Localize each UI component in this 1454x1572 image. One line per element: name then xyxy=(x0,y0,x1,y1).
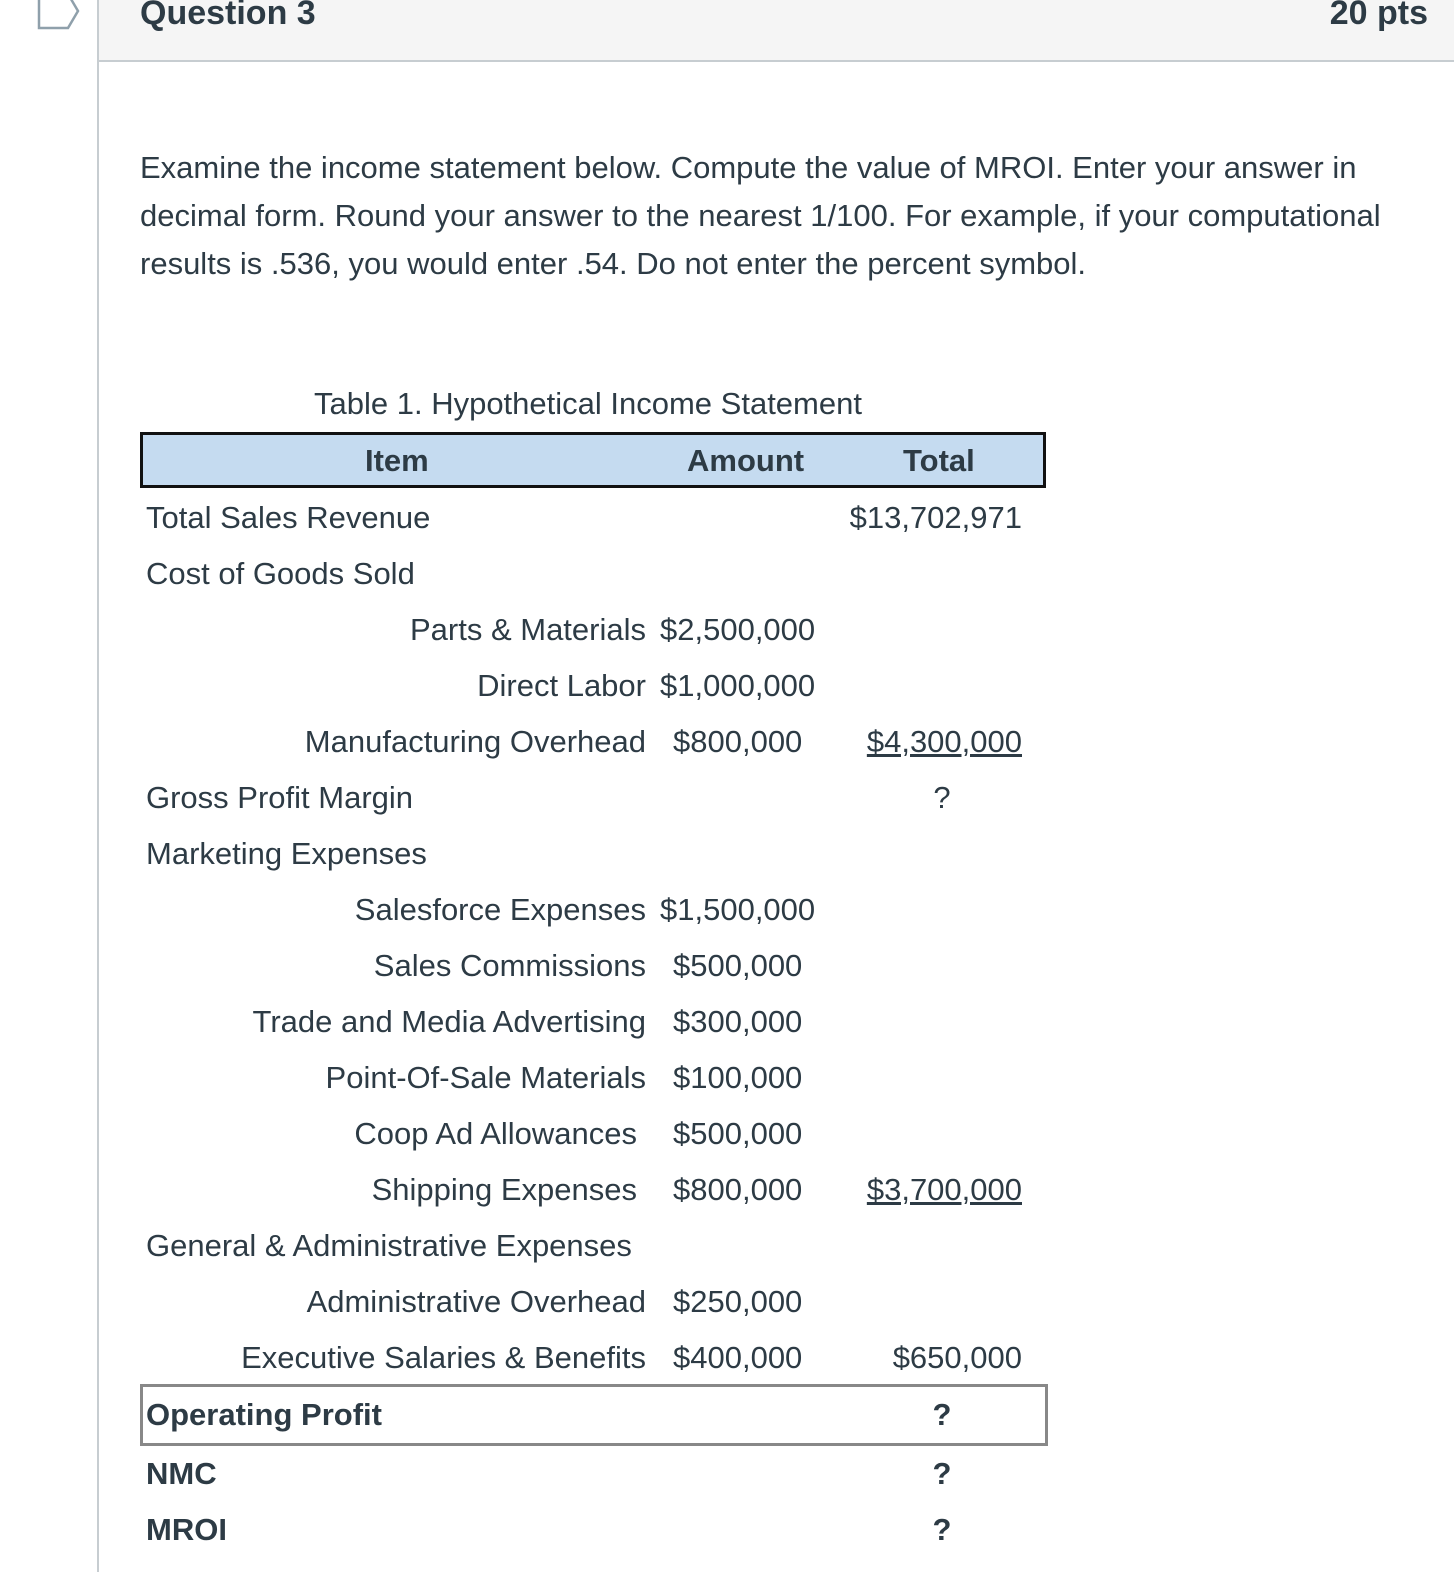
row-total: $650,000 xyxy=(892,1340,1022,1375)
row-subitem: Sales Commissions xyxy=(373,948,646,983)
row-subitem: Trade and Media Advertising xyxy=(252,1004,646,1039)
row-total: $4,300,000 xyxy=(866,724,1022,759)
row-item: Marketing Expenses xyxy=(146,836,427,871)
table-caption: Table 1. Hypothetical Income Statement xyxy=(314,386,862,421)
row-amount: $2,500,000 xyxy=(660,612,816,647)
flag-question-icon[interactable] xyxy=(36,0,80,30)
question-header xyxy=(99,0,1454,62)
row-amount: $300,000 xyxy=(673,1004,803,1039)
question-container xyxy=(97,0,1454,1572)
row-amount: $1,500,000 xyxy=(660,892,816,927)
row-item: NMC xyxy=(146,1456,217,1491)
table-row xyxy=(140,602,1046,658)
row-amount: $800,000 xyxy=(673,1172,803,1207)
table-row xyxy=(140,1162,1046,1218)
question-points: 20 pts xyxy=(1329,0,1428,32)
row-total: ? xyxy=(932,1512,952,1547)
table-row xyxy=(140,1106,1046,1162)
row-item: Gross Profit Margin xyxy=(146,780,414,815)
row-amount: $800,000 xyxy=(673,724,803,759)
header-amount: Amount xyxy=(687,443,805,478)
table-row xyxy=(140,1050,1046,1106)
row-item: Total Sales Revenue xyxy=(146,500,431,535)
header-total: Total xyxy=(903,443,975,478)
row-subitem: Parts & Materials xyxy=(409,612,646,647)
row-item: Operating Profit xyxy=(146,1397,382,1432)
table-row xyxy=(140,938,1046,994)
question-prompt: Examine the income statement below. Compute the value of MROI. Enter your answer in decimal form. Round your answer to the nearest 1/100. For example, if your computational results is .536, you would enter .54. Do not enter the percent symbol. xyxy=(140,150,1381,281)
row-subitem: Point-Of-Sale Materials xyxy=(325,1060,646,1095)
question-title: Question 3 xyxy=(140,0,316,32)
header-item: Item xyxy=(365,443,429,478)
row-subitem: Direct Labor xyxy=(477,668,646,703)
table-row xyxy=(140,714,1046,770)
table-header-row xyxy=(140,432,1046,488)
row-total: $3,700,000 xyxy=(866,1172,1022,1207)
row-item: Cost of Goods Sold xyxy=(146,556,415,591)
row-total: ? xyxy=(932,1397,952,1432)
row-subitem: Executive Salaries & Benefits xyxy=(241,1340,646,1375)
table-row xyxy=(140,658,1046,714)
table-row xyxy=(140,882,1046,938)
table-row xyxy=(140,1387,1046,1443)
table-row xyxy=(140,1330,1046,1386)
row-amount: $500,000 xyxy=(673,1116,803,1151)
row-amount: $250,000 xyxy=(673,1284,803,1319)
row-subitem: Administrative Overhead xyxy=(306,1284,646,1319)
table-row xyxy=(140,770,1046,826)
table-row xyxy=(140,826,1046,882)
row-total: $13,702,971 xyxy=(849,500,1022,535)
row-item: MROI xyxy=(146,1512,227,1547)
row-total: ? xyxy=(933,780,951,815)
table-row xyxy=(140,1502,1046,1558)
row-subitem: Manufacturing Overhead xyxy=(304,724,646,759)
row-amount: $500,000 xyxy=(673,948,803,983)
row-subitem: Salesforce Expenses xyxy=(354,892,646,927)
row-subitem: Coop Ad Allowances xyxy=(354,1116,637,1151)
question-gutter xyxy=(0,0,97,1572)
table-row xyxy=(140,1446,1046,1502)
row-total: ? xyxy=(932,1456,952,1491)
row-amount: $100,000 xyxy=(673,1060,803,1095)
row-amount: $400,000 xyxy=(673,1340,803,1375)
table-row xyxy=(140,994,1046,1050)
table-row xyxy=(140,490,1046,546)
row-item: General & Administrative Expenses xyxy=(146,1228,632,1263)
row-amount: $1,000,000 xyxy=(660,668,816,703)
table-row xyxy=(140,1274,1046,1330)
row-subitem: Shipping Expenses xyxy=(371,1172,637,1207)
table-row xyxy=(140,546,1046,602)
table-row xyxy=(140,1218,1046,1274)
